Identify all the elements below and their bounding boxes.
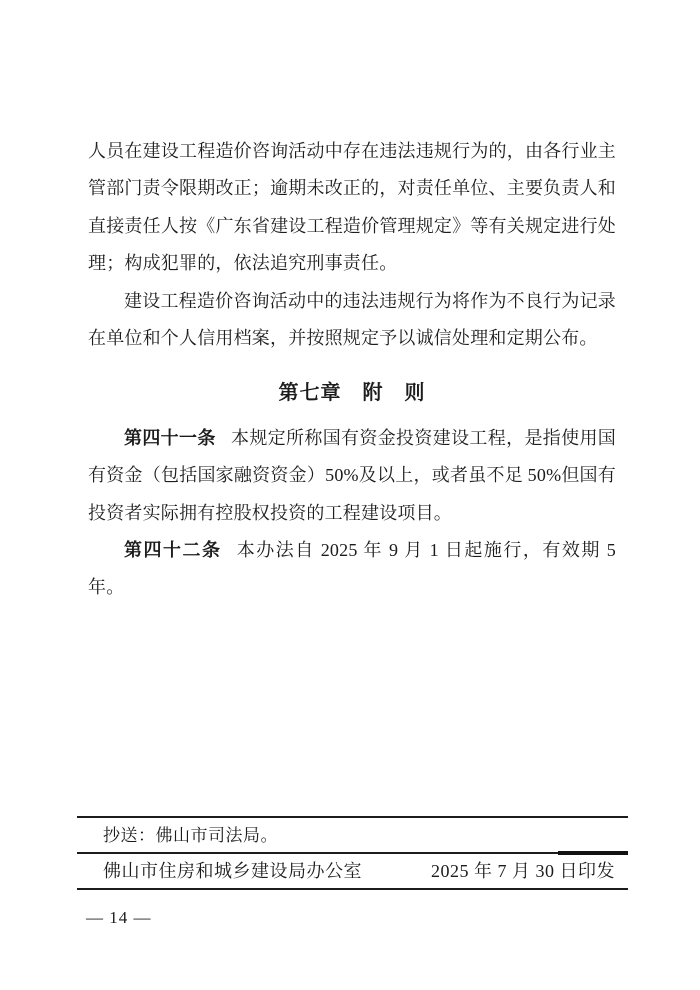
page-number: — 14 — <box>86 908 152 927</box>
divider-middle <box>77 852 628 854</box>
cc-line: 抄送：佛山市司法局。 <box>103 826 278 845</box>
print-date: 2025 年 7 月 30 日印发 <box>431 861 615 881</box>
divider-middle-thick-end <box>558 851 628 855</box>
article-41 <box>88 420 616 532</box>
document-footer <box>77 816 628 890</box>
issuer-office: 佛山市住房和城乡建设局办公室 <box>103 861 362 881</box>
paragraph-continuation: 人员在建设工程造价咨询活动中存在违法违规行为的，由各行业主管部门责令限期改正；逾期未改正的，对责任单位、主要负责人和直接责任人按《广东省建设工程造价管理规定》等有关规定进行处理；构成犯罪的，依法追究刑事责任。 <box>88 141 616 274</box>
article-41-text: 本规定所称国有资金投资建设工程，是指使用国有资金（包括国家融资资金）50%及以上，或者虽不足 50%但国有投资者实际拥有控股权投资的工程建设项目。 <box>88 427 616 523</box>
paragraph-credit-record: 建设工程造价咨询活动中的违法违规行为将作为不良行为记录在单位和个人信用档案，并按照规定予以诚信处理和定期公布。 <box>88 290 616 349</box>
article-42-label: 第四十二条 <box>124 540 222 561</box>
article-42-text: 本办法自 2025 年 9 月 1 日起施行，有效期 5 年。 <box>88 540 616 598</box>
document-body <box>88 133 616 607</box>
article-42 <box>88 532 616 607</box>
issuer-row <box>77 854 628 888</box>
divider-top <box>77 816 628 818</box>
article-41-label: 第四十一条 <box>124 427 216 448</box>
divider-bottom <box>77 888 628 890</box>
chapter-heading: 第七章 附 则 <box>278 382 426 405</box>
